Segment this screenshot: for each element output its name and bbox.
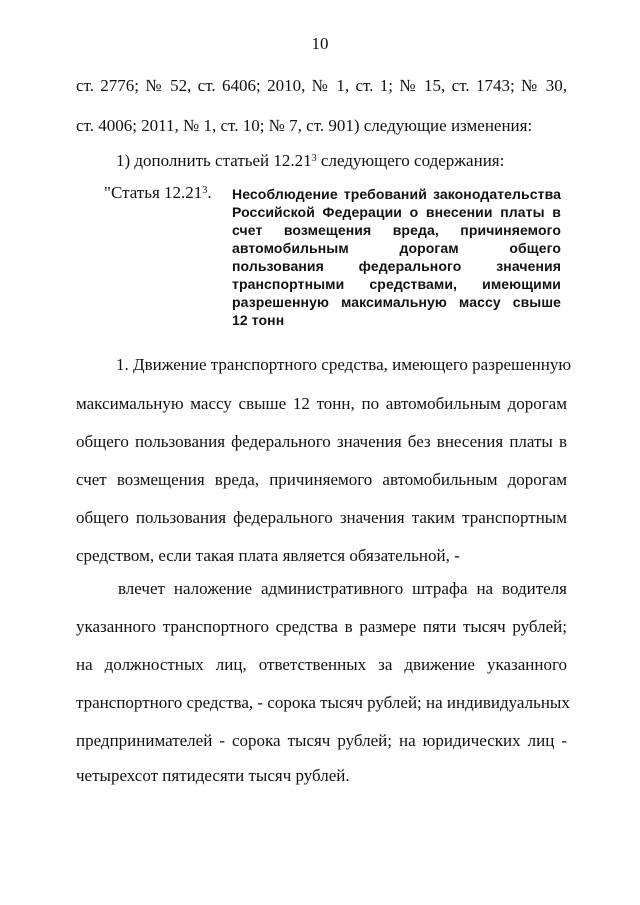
- article-heading-line-2: Российской Федерации о внесении платы в: [232, 204, 561, 220]
- item-1-text: 1) дополнить статьей 12.21: [116, 151, 312, 170]
- article-label-text: "Статья 12.21: [104, 183, 203, 202]
- item-1-superscript: 3: [311, 153, 317, 164]
- article-heading-line-6: транспортными средствами, имеющими: [232, 276, 561, 292]
- paragraph-2-line-6: четырехсот пятидесяти тысяч рублей.: [76, 766, 350, 785]
- article-heading-line-3: счет возмещения вреда, причиняемого: [232, 222, 561, 238]
- paragraph-1-line-1: 1. Движение транспортного средства, имеющего разрешенную: [116, 355, 572, 374]
- intro-line-1: ст. 2776; № 52, ст. 6406; 2010, № 1, ст. 1; № 15, ст. 1743; № 30,: [76, 76, 567, 95]
- article-heading-line-1: Несоблюдение требований законодательства: [232, 186, 561, 202]
- item-1-text-tail: следующего содержания:: [316, 151, 505, 170]
- paragraph-2-line-3: на должностных лиц, ответственных за движение указанного: [76, 655, 567, 674]
- intro-line-2: ст. 4006; 2011, № 1, ст. 10; № 7, ст. 901) следующие изменения:: [76, 116, 533, 135]
- article-label: [104, 183, 212, 203]
- paragraph-1-line-4: счет возмещения вреда, причиняемого автомобильным дорогам: [76, 470, 567, 489]
- article-heading-line-8: 12 тонн: [232, 312, 285, 328]
- article-heading-line-4: автомобильным дорогам общего: [232, 240, 561, 256]
- item-1-line: [116, 151, 567, 171]
- article-label-dot: .: [207, 183, 212, 202]
- article-label-superscript: 3: [202, 185, 208, 196]
- paragraph-1-line-2: максимальную массу свыше 12 тонн, по автомобильным дорогам: [76, 394, 567, 413]
- paragraph-1-line-6: средством, если такая плата является обязательной, -: [76, 546, 460, 565]
- page-number: 10: [311, 34, 329, 53]
- paragraph-2-line-5: предпринимателей - сорока тысяч рублей; на юридических лиц -: [76, 731, 567, 750]
- paragraph-1-line-3: общего пользования федерального значения без внесения платы в: [76, 432, 567, 451]
- paragraph-1-line-5: общего пользования федерального значения таким транспортным: [76, 508, 567, 527]
- article-heading-line-7: разрешенную максимальную массу свыше: [232, 294, 561, 310]
- paragraph-2-line-1: влечет наложение административного штрафа на водителя: [118, 579, 567, 598]
- paragraph-2-line-4: транспортного средства, - сорока тысяч рублей; на индивидуальных: [76, 693, 570, 712]
- paragraph-2-line-2: указанного транспортного средства в размере пяти тысяч рублей;: [76, 617, 567, 636]
- article-heading-line-5: пользования федерального значения: [232, 258, 561, 274]
